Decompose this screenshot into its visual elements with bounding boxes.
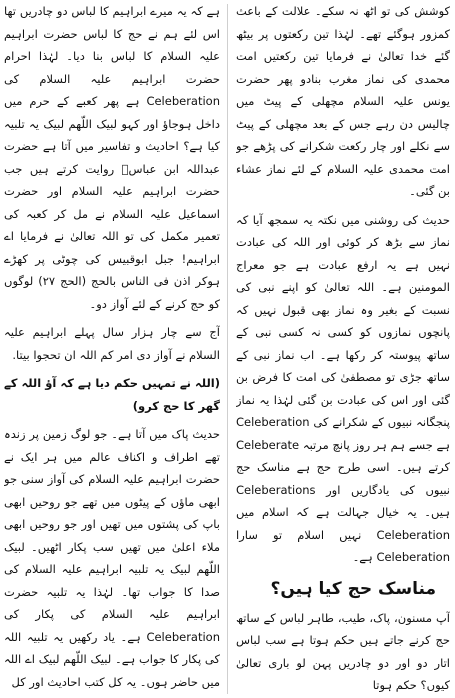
left-column — [4, 0, 220, 698]
quote-translation: (اللہ نے تمہیں حکم دیا ہے کہ آؤ اللہ کے گھر کا حج کرو) — [4, 376, 220, 413]
paragraph: حدیث پاک میں آتا ہے۔ جو لوگ زمین پر زندہ تھے اطراف و اکناف عالم میں ہر ایک نے حضرت ابراہیم علیہ السلام کی آواز سنی جو ابھی ماؤں کے پیٹوں میں تھے جو روحیں ابھی باپ کی پشتوں میں تھیں اور جو روحیں ابھی ملاء اعلیٰ میں تھیں سب پکار اٹھیں۔ لبیک اللّھم لبیک یہ تلبیہ ابراہیم علیہ السلام کی صدا کا جواب تھا۔ لہٰذا یہ تلبیہ حضرت ابراہیم علیہ السلام کی پکار کی Celeberation ہے۔ یاد رکھیں یہ تلبیہ اللہ کی پکار کا جواب ہے۔ لبیک اللّھم لبیک اے اللہ میں حاضر ہوں۔ یہ کل کتب احادیث اور کل — [4, 427, 220, 689]
paragraph: آپ مسنون، پاک، طیب، طاہر لباس کے ساتھ حج کرنے جاتے ہیں حکم ہوتا ہے سب لباس اتار دو اور دو چادریں پہن لو باری تعالیٰ کیوں؟ حکم ہوتا — [236, 610, 450, 692]
paragraph: ہے کہ یہ میرے ابراہیم کا لباس دو چادریں تھا اس لئے ہم نے حج کا لباس حضرت ابراہیم علیہ السلام کا لباس بنا دیا۔ لہٰذا احرام حضرت ابراہیم علیہ السلام کی Celeberation ہے پھر کعبے کے حرم میں داخل ہوجاؤ اور کہو لبیک اللّھم لبیک یہ تلبیہ کیا ہے؟ احادیث و تفاسیر میں آتا ہے حضرت عبداللہ ابن عباسؓ روایت کرتے ہیں جب حضرت ابراہیم علیہ السلام اور حضرت اسماعیل علیہ السلام نے مل کر کعبہ کی تعمیر مکمل کی تو اللہ تعالیٰ نے فرمایا اے ابراہیم! جبل ابوقبیس کی چوٹی پر کھڑے ہوکر اذن فی الناس بالحج (الحج ۲۷) لوگوں کو حج کرنے کے لئے آواز دو۔ — [4, 4, 220, 311]
column-divider — [227, 4, 228, 694]
paragraph: آج سے چار ہزار سال پہلے ابراہیم علیہ السلام نے آواز دی امر کم اللہ ان تحجوا بیتا. — [4, 325, 220, 362]
paragraph: کوشش کی تو اٹھ نہ سکے۔ علالت کے باعث کمزور ہوگئے تھے۔ لہٰذا تین رکعتوں پر بیٹھ گئے خدا تعالیٰ نے فرمایا تین رکعتیں امت محمدی کی نماز مغرب بنادو پھر حضرت یونس علیہ السلام مچھلی کے پیٹ میں چالیس دن رہے جس کے بعد مچھلی کے پیٹ سے نکلے اور چار رکعت شکرانے کی پڑھے جو امت محمدی علیہ السلام کے لئے نماز عشاء بن گئی۔ — [236, 4, 450, 198]
paragraph: حدیث کی روشنی میں نکتہ یہ سمجھ آیا کہ نماز سے بڑھ کر کوئی اور اللہ کی عبادت نہیں ہے یہ ارفع عبادت ہے جو معراج المومنین ہے۔ اللہ تعالیٰ کو اپنے نبی کی نسبت کے بغیر وہ نماز بھی قبول نہیں کہ پانچوں نمازوں کو کسی نہ کسی نبی کے ساتھ پیوستہ کر رکھا ہے۔ اب نماز نبی کے ساتھ جڑی تو مصطفیٰ کی امت کا فرض بن گئی اور اس کی عبادت بن گئی لہٰذا یہ نماز پنجگانہ نبیوں کے شکرانے کی Celeberation ہے جسے ہم ہر روز پانچ مرتبہ Celeberate کرتے ہیں۔ اسی طرح حج ہے مناسک حج نبیوں کی یادگاریں اور Celeberations ہیں۔ یہ خیال جہالت ہے کہ اسلام میں Celeberation نہیں اسلام تو سارا Celeberation ہے۔ — [236, 212, 450, 564]
right-column — [236, 0, 450, 698]
section-heading: مناسک حج کیا ہیں؟ — [270, 578, 436, 599]
